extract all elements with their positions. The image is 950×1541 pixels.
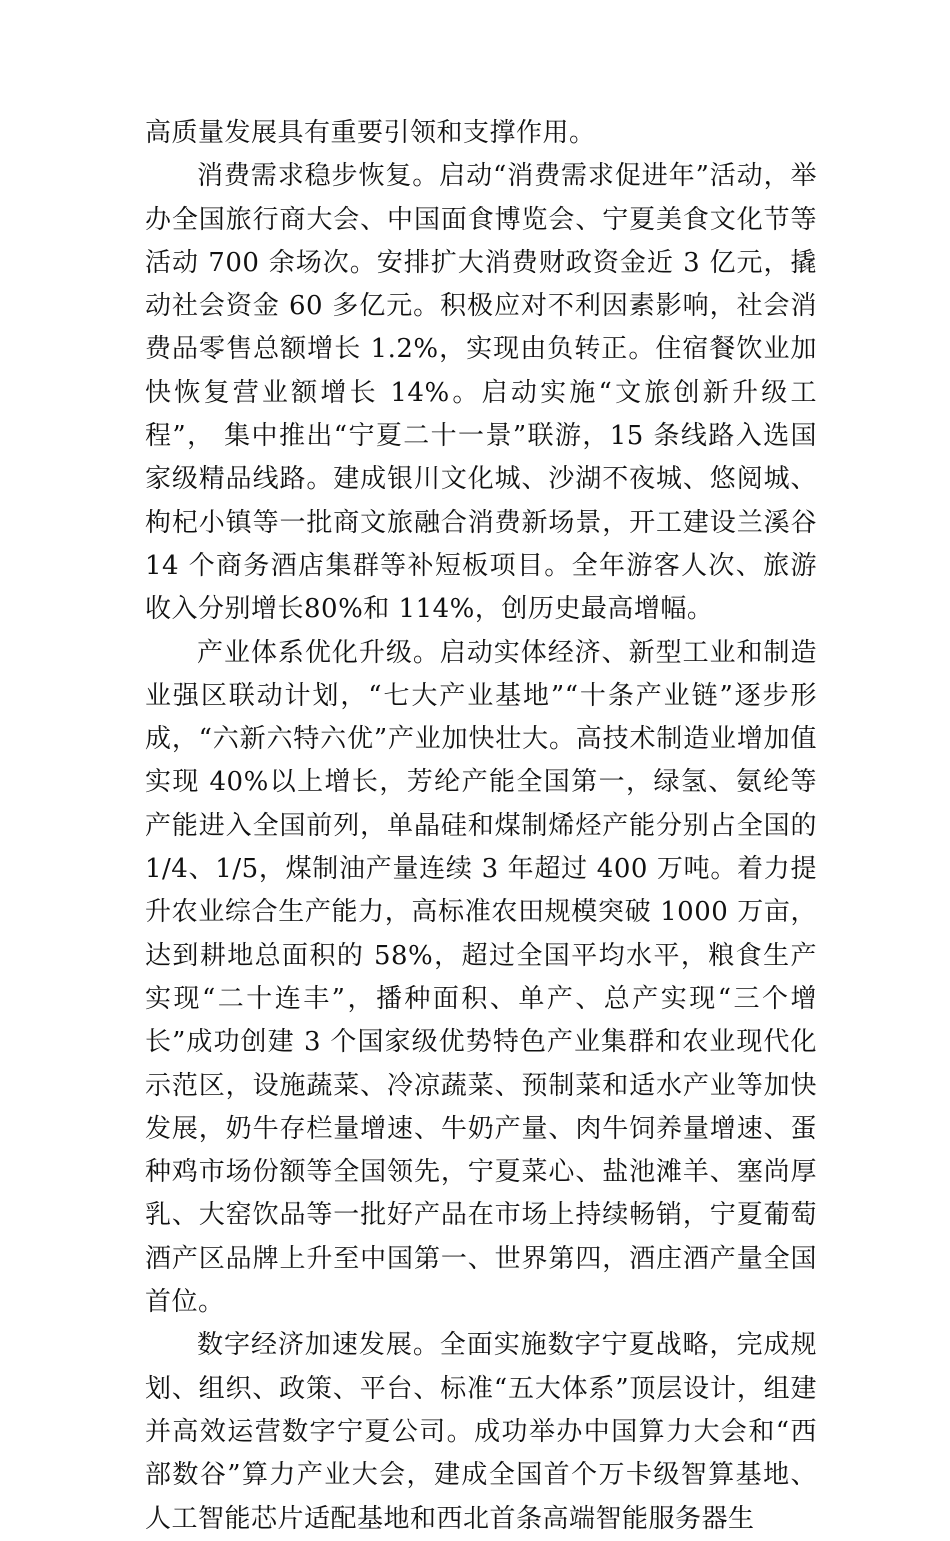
- paragraph-consumption: 消费需求稳步恢复。启动“消费需求促进年”活动，举办全国旅行商大会、中国面食博览会、宁夏美食文化节等活动 700 余场次。安排扩大消费财政资金近 3 亿元，撬动社会资金 60 多亿元。积极应对不利因素影响，社会消费品零售总额增长 1.2%，实现由负转正。住宿餐饮业加快恢复营业额增长 14%。启动实施“文旅创新升级工程”， 集中推出“宁夏二十一景”联游，15 条线路入选国家级精品线路。建成银川文化城、沙湖不夜城、悠阅城、枸杞小镇等一批商文旅融合消费新场景，开工建设兰溪谷 14 个商务酒店集群等补短板项目。全年游客人次、旅游收入分别增长80%和 114%，创历史最高增幅。: [145, 161, 817, 625]
- paragraph-industry: 产业体系优化升级。启动实体经济、新型工业和制造业强区联动计划，“七大产业基地”“十条产业链”逐步形成，“六新六特六优”产业加快壮大。高技术制造业增加值实现 40%以上增长，芳纶产能全国第一，绿氢、氨纶等产能进入全国前列，单晶硅和煤制烯烃产能分别占全国的 1/4、1/5，煤制油产量连续 3 年超过 400 万吨。着力提升农业综合生产能力，高标准农田规模突破 1000 万亩，达到耕地总面积的 58%，超过全国平均水平，粮食生产实现“二十连丰”，播种面积、单产、总产实现“三个增长”成功创建 3 个国家级优势特色产业集群和农业现代化示范区，设施蔬菜、冷凉蔬菜、预制菜和适水产业等加快发展，奶牛存栏量增速、牛奶产量、肉牛饲养量增速、蛋种鸡市场份额等全国领先，宁夏菜心、盐池滩羊、塞尚厚乳、大窑饮品等一批好产品在市场上持续畅销，宁夏葡萄酒产区品牌上升至中国第一、世界第四，酒庄酒产量全国首位。: [145, 637, 817, 1318]
- paragraph-intro-tail: 高质量发展具有重要引领和支撑作用。: [145, 118, 596, 148]
- document-page: [145, 112, 817, 1541]
- paragraph-digital: 数字经济加速发展。全面实施数字宁夏战略，完成规划、组织、政策、平台、标准“五大体系”顶层设计，组建并高效运营数字宁夏公司。成功举办中国算力大会和“西部数谷”算力产业大会，建成全国首个万卡级智算基地、人工智能芯片适配基地和西北首条高端智能服务器生: [145, 1330, 817, 1534]
